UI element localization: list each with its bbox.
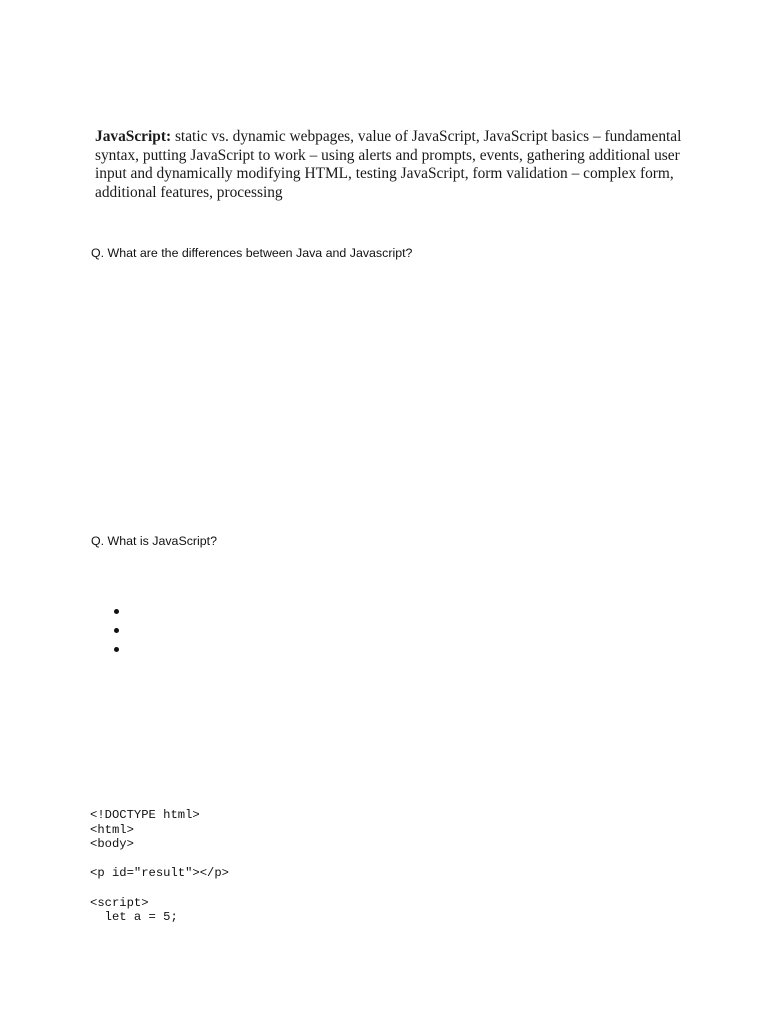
syllabus-line: additional features, processing	[95, 183, 283, 201]
code-line: <body>	[90, 837, 134, 852]
code-line	[90, 881, 229, 896]
syllabus-line	[95, 128, 685, 147]
empty-bullet-list	[110, 603, 130, 660]
syllabus-paragraph	[95, 128, 685, 202]
code-block	[90, 808, 229, 925]
syllabus-line: syntax, putting JavaScript to work – using alerts and prompts, events, gathering additional user	[95, 146, 680, 164]
bullet-icon	[114, 609, 119, 614]
syllabus-line: input and dynamically modifying HTML, testing JavaScript, form validation – complex form,	[95, 165, 674, 182]
question-java-vs-javascript: Q. What are the differences between Java and Javascript?	[91, 246, 413, 260]
code-line: let a = 5;	[90, 910, 178, 925]
list-item	[110, 622, 130, 641]
syllabus-line-text: static vs. dynamic webpages, value of JavaScript, JavaScript basics – fundamental	[171, 128, 682, 145]
code-line: <p id="result"></p>	[90, 866, 229, 881]
list-item	[110, 641, 130, 660]
list-item	[110, 603, 130, 622]
code-line: <html>	[90, 822, 134, 837]
bullet-icon	[114, 647, 119, 652]
syllabus-term: JavaScript:	[95, 128, 172, 145]
question-what-is-javascript: Q. What is JavaScript?	[91, 534, 218, 548]
bullet-icon	[114, 628, 119, 633]
code-line: <script>	[90, 895, 149, 910]
code-line: <!DOCTYPE html>	[90, 808, 200, 822]
code-line	[90, 852, 229, 867]
